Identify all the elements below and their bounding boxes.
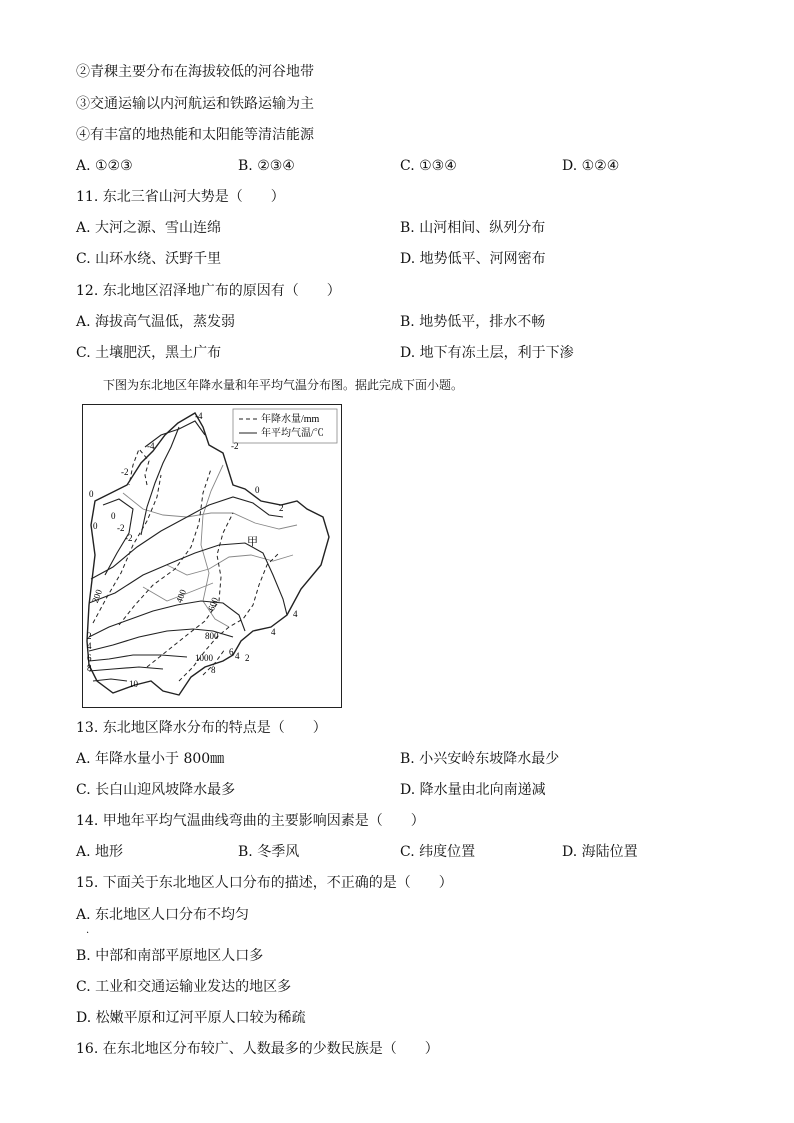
label-t-0c: 0: [111, 511, 116, 521]
label-t-2a: 2: [279, 503, 284, 513]
label-t-4b: 4: [271, 627, 276, 637]
q15-option-d: D. 松嫩平原和辽河平原人口较为稀疏: [76, 1010, 306, 1026]
label-t-0d: 0: [255, 485, 260, 495]
label-t-0b: 0: [93, 521, 98, 531]
q12-option-b: B. 地势低平，排水不畅: [400, 314, 546, 330]
q15-option-a: A. 东北地区人口分布不均匀: [76, 907, 250, 923]
label-t-m2b: -2: [121, 467, 129, 477]
label-t-6b: 6: [229, 647, 234, 657]
q10-option-a: A. ①②③: [76, 158, 133, 174]
q12-option-a: A. 海拔高气温低，蒸发弱: [76, 314, 236, 330]
label-t-6a: 6: [87, 653, 92, 663]
q10-option-d: D. ①②④: [562, 158, 620, 174]
q15-option-b: B. 中部和南部平原地区人口多: [76, 948, 264, 964]
northeast-climate-map: [82, 404, 342, 708]
label-t-2b: 2: [87, 631, 92, 641]
label-t-m4b: -4: [147, 441, 155, 451]
q13-option-d: D. 降水量由北向南递减: [400, 782, 546, 798]
label-p-800: 800: [205, 631, 219, 641]
q14-option-d: D. 海陆位置: [562, 844, 638, 860]
region-label-jia: 甲: [247, 536, 258, 548]
label-t-8b: 8: [211, 665, 216, 675]
q11-option-d: D. 地势低平、河网密布: [400, 251, 546, 267]
stray-mark: .: [86, 925, 90, 936]
q12-option-d: D. 地下有冻土层，利于下渗: [400, 345, 574, 361]
label-t-m2d: -2: [125, 533, 133, 543]
q13-option-c: C. 长白山迎风坡降水最多: [76, 782, 236, 798]
label-t-2c: 2: [245, 653, 250, 663]
label-p-400: 400: [173, 588, 189, 605]
label-p-1000: 1000: [195, 653, 213, 663]
q13-stem: 13. 东北地区降水分布的特点是（ ）: [76, 720, 327, 736]
q11-option-c: C. 山环水绕、沃野千里: [76, 251, 222, 267]
label-p-200: 200: [89, 588, 105, 605]
q14-option-c: C. 纬度位置: [400, 844, 476, 860]
label-t-m4a: -4: [195, 411, 203, 421]
label-t-4a: 4: [293, 609, 298, 619]
label-t-4c: 4: [87, 641, 92, 651]
q15-stem: 15. 下面关于东北地区人口分布的描述，不正确的是（ ）: [76, 875, 453, 891]
q13-option-a: A. 年降水量小于 800㎜: [76, 751, 225, 767]
intro-item-4: ④有丰富的地热能和太阳能等清洁能源: [76, 127, 314, 143]
q12-stem: 12. 东北地区沼泽地广布的原因有（ ）: [76, 283, 341, 299]
intro-item-2: ②青稞主要分布在海拔较低的河谷地带: [76, 64, 314, 80]
legend-precip-label: 年降水量/mm: [261, 414, 320, 425]
label-t-m2a: -2: [231, 441, 239, 451]
q10-option-b: B. ②③④: [238, 158, 295, 174]
label-t-8a: 8: [87, 663, 92, 673]
q10-option-c: C. ①③④: [400, 158, 457, 174]
q11-stem: 11. 东北三省山河大势是（ ）: [76, 189, 285, 205]
isohyets: [93, 449, 279, 681]
q12-option-c: C. 土壤肥沃，黑土广布: [76, 345, 222, 361]
label-t-10: 10: [129, 679, 138, 689]
q14-option-a: A. 地形: [76, 844, 124, 860]
q13-option-b: B. 小兴安岭东坡降水最少: [400, 751, 560, 767]
q11-option-b: B. 山河相间、纵列分布: [400, 220, 546, 236]
map-caption: 下图为东北地区年降水量和年平均气温分布图。据此完成下面小题。: [103, 378, 464, 392]
q16-stem: 16. 在东北地区分布较广、人数最多的少数民族是（ ）: [76, 1041, 439, 1057]
label-t-m2c: -2: [117, 523, 125, 533]
q14-stem: 14. 甲地年平均气温曲线弯曲的主要影响因素是（ ）: [76, 813, 425, 829]
intro-item-3: ③交通运输以内河航运和铁路运输为主: [76, 96, 314, 112]
legend-temp-label: 年平均气温/℃: [261, 428, 324, 439]
q11-option-a: A. 大河之源、雪山连绵: [76, 220, 222, 236]
q15-option-c: C. 工业和交通运输业发达的地区多: [76, 979, 292, 995]
label-t-0a: 0: [89, 489, 94, 499]
q14-option-b: B. 冬季风: [238, 844, 300, 860]
label-p-600: 600: [205, 596, 221, 613]
label-t-4d: 4: [235, 651, 240, 661]
